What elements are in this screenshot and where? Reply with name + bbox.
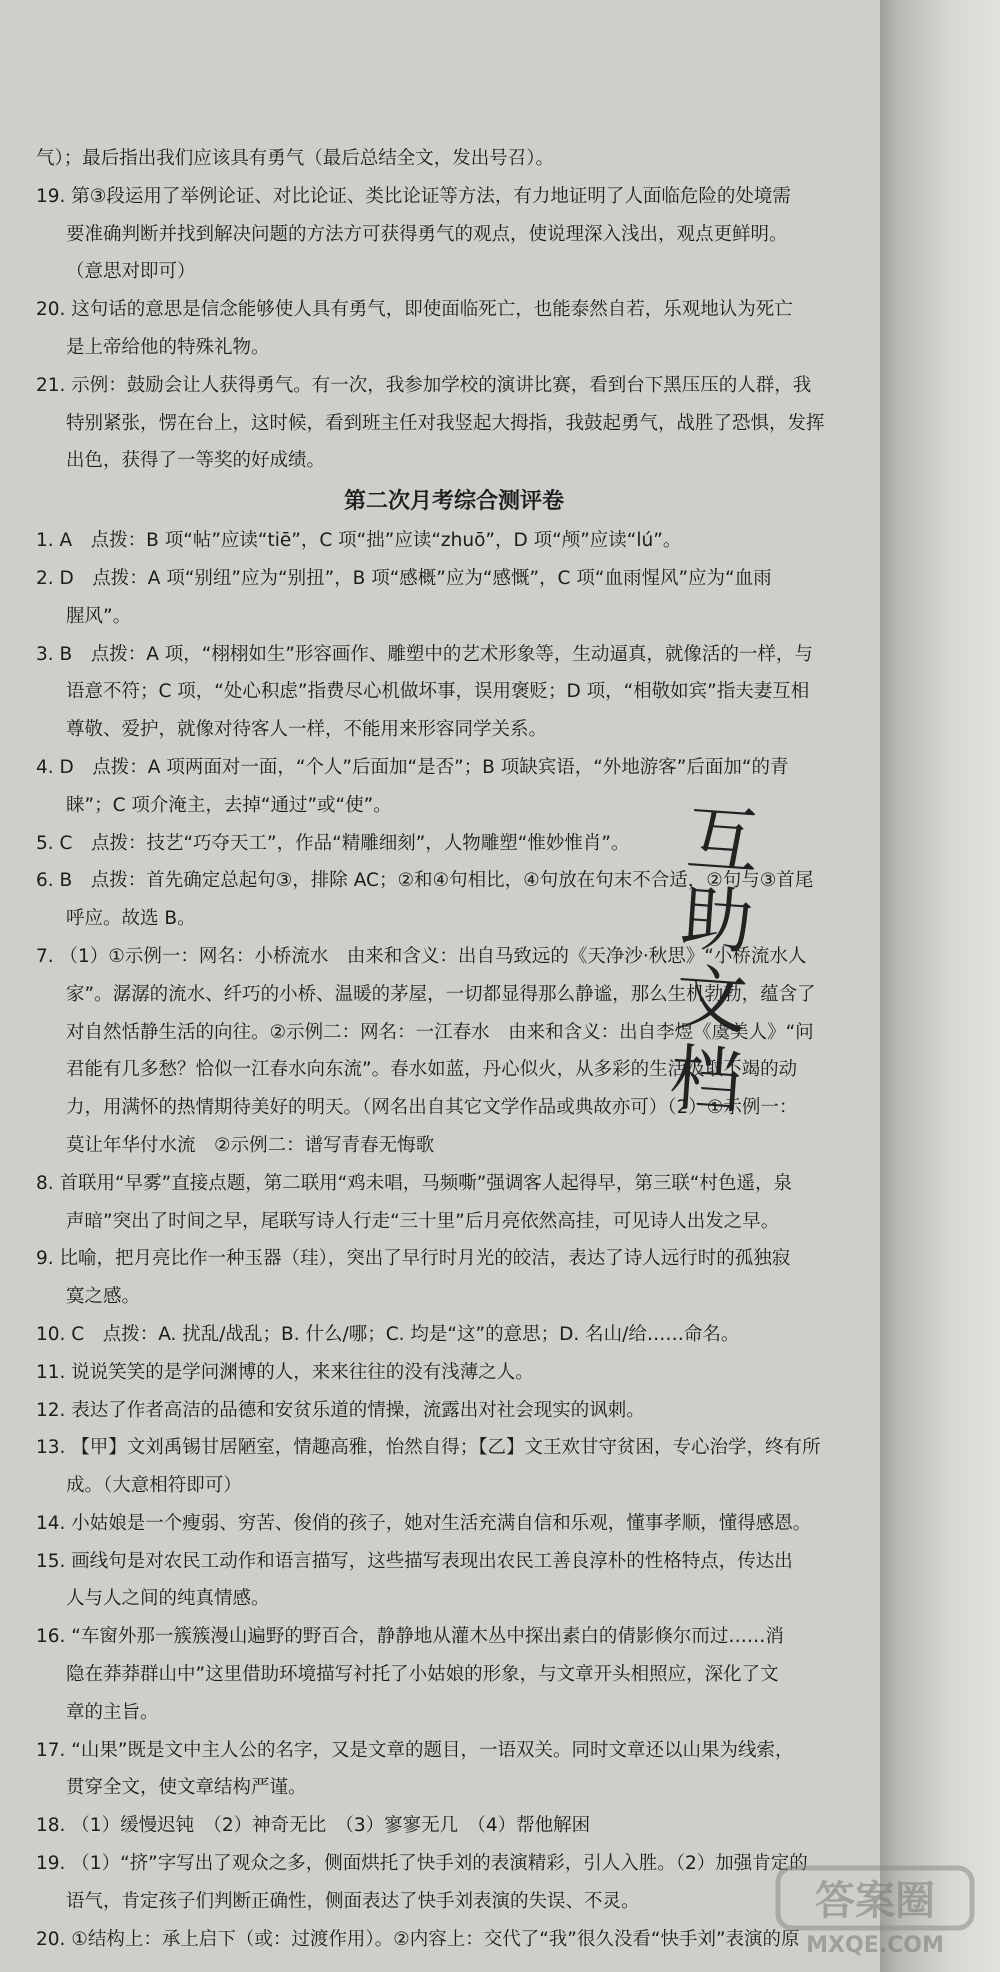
answer-line: 隐在莽莽群山中”这里借助环境描写衬托了小姑娘的形象，与文章开头相照应，深化了文 [66,1664,779,1686]
section-title: 第二次月考综合测评卷 [343,489,564,515]
answer-line: 3. B 点拨：A 项，“栩栩如生”形容画作、雕塑中的艺术形象等，生动逼真，就像活的一样，与 [36,643,813,665]
answer-item [36,1807,872,1845]
answer-item [36,291,872,367]
answer-line: 是上帝给他的特殊礼物。 [66,336,270,358]
answer-line: 尊敬、爱护，就像对待客人一样，不能用来形容同学关系。 [66,719,548,741]
answer-line: 声暗”突出了时间之早，尾联写诗人行走“三十里”后月亮依然高挂，可见诗人出发之早。 [66,1210,780,1232]
answer-line: 13. 【甲】文刘禹锡甘居陋室，情趣高雅，怡然自得；【乙】文王欢甘守贫困，专心治学，终有所 [36,1437,821,1459]
answer-item [36,522,872,560]
answer-line: 君能有几多愁？恰似一江春水向东流”。春水如蓝，丹心似火，从多彩的生活汲取不竭的动 [66,1059,798,1081]
answer-line: 4. D 点拨：A 项两面对一面，“个人”后面加“是否”；B 项缺宾语，“外地游客”后面加“的青 [36,756,789,778]
answer-line: 睐”；C 项介淹主，去掉“通过”或“使”。 [66,794,392,816]
answer-line: 出色，获得了一等奖的好成绩。 [66,450,326,472]
answer-item [36,1165,872,1241]
answer-line: 家”。潺潺的流水、纤巧的小桥、温暖的茅屋，一切都显得那么静谧，那么生机勃勃，蕴含了 [66,983,816,1005]
answer-line: 语气，肯定孩子们判断正确性，侧面表达了快手刘表演的失误、不灵。 [66,1890,640,1912]
watermark-text: 答案圈 [815,1878,935,1924]
watermark-url: MXQE.COM [806,1933,944,1958]
answer-item [36,1392,872,1430]
answer-item [36,1921,872,1959]
answer-item [36,1240,872,1316]
answer-line: 8. 首联用“早雾”直接点题，第二联用“鸡未唱，马频嘶”强调客人起得早，第三联“村色遥，泉 [36,1172,792,1194]
answer-item [36,367,872,480]
answer-line: 章的主旨。 [66,1701,159,1723]
answer-item [36,636,872,749]
answer-line: 腥风”。 [66,605,132,627]
answer-line: 寞之感。 [66,1286,141,1308]
answer-line: 对自然恬静生活的向往。②示例二：网名：一江春水 由来和含义：出自李煜《虞美人》“问 [66,1021,814,1043]
answer-line: 9. 比喻，把月亮比作一种玉器（珪），突出了早行时月光的皎洁，表达了诗人远行时的孤独寂 [36,1248,791,1270]
answer-line: 莫让年华付水流 ②示例二：谱写青春无悔歌 [66,1134,435,1156]
answer-line: 特别紧张，愣在台上，这时候，看到班主任对我竖起大拇指，我鼓起勇气，战胜了恐惧，发挥 [66,412,825,434]
answer-item [36,1618,872,1731]
answer-item [36,1543,872,1619]
answer-item [36,178,872,291]
answer-line: 12. 表达了作者高洁的品德和安贫乐道的情操，流露出对社会现实的讽刺。 [36,1399,645,1421]
answer-item [36,1354,872,1392]
handwriting-char: 助 [678,875,756,965]
watermark-logo [770,1860,980,1960]
answer-line: 5. C 点拨：技艺“巧夺天工”，作品“精雕细刻”，人物雕塑“惟妙惟肖”。 [36,832,630,854]
answer-line: 18. （1）缓慢迟钝 （2）神奇无比 （3）寥寥无几 （4）帮他解困 [36,1815,591,1837]
handwriting-char: 档 [667,1035,745,1125]
answer-item [36,140,872,178]
answer-item [36,1316,872,1354]
answer-item [36,1505,872,1543]
answer-line: 10. C 点拨：A. 扰乱/战乱；B. 什么/哪；C. 均是“这”的意思；D. 名山/给……命名。 [36,1323,740,1345]
second-monthly-test-answers [36,522,872,1958]
watermark-logo-icon [770,1860,980,1960]
previous-test-answers [36,140,872,480]
answer-line: 6. B 点拨：首先确定总起句③，排除 AC；②和④句相比，④句放在句末不合适，②句与③首尾 [36,870,814,892]
page-edge-shadow [880,0,1000,1972]
answer-line: 1. A 点拨：B 项“帖”应读“tiē”，C 项“拙”应读“zhuō”，D 项“颅”应读“lú”。 [36,530,682,552]
answer-line: 19. 第③段运用了举例论证、对比论证、类比论证等方法，有力地证明了人面临危险的处境需 [36,185,791,207]
answer-line: 语意不符；C 项，“处心积虑”指费尽心机做坏事，误用褒贬；D 项，“相敬如宾”指夫妻互相 [66,681,810,703]
answer-line: 要准确判断并找到解决问题的方法方可获得勇气的观点，使说理深入浅出，观点更鲜明。 [66,223,788,245]
answer-line: 气）；最后指出我们应该具有勇气（最后总结全文，发出号召）。 [36,148,555,169]
answer-line: 20. ①结构上：承上启下（或：过渡作用）。②内容上：交代了“我”很久没看“快手刘”表演的原 [36,1928,800,1950]
answer-line: 力，用满怀的热情期待美好的明天。（网名出自其它文学作品或典故亦可）（2）①示例一： [66,1097,798,1119]
answer-line: （意思对即可） [66,261,196,283]
answer-item [36,1845,872,1921]
answer-item [36,1732,872,1808]
handwriting-char: 文 [672,955,751,1045]
answer-line: 7. （1）①示例一：网名：小桥流水 由来和含义：出自马致远的《天净沙·秋思》“小桥流水人 [36,945,807,967]
answer-line: 19. （1）“挤”字写出了观众之多，侧面烘托了快手刘的表演精彩，引人入胜。（2）加强肯定的 [36,1853,808,1875]
answer-item [36,560,872,636]
handwriting-char: 互 [683,795,762,885]
answer-line: 11. 说说笑笑的是学问渊博的人，来来往往的没有浅薄之人。 [36,1361,534,1383]
handwritten-signature [650,795,781,1125]
answer-line: 17. “山果”既是文中主人公的名字，又是文章的题目，一语双关。同时文章还以山果为线索， [36,1739,794,1761]
answer-line: 人与人之间的纯真情感。 [66,1588,270,1610]
answer-item [36,1429,872,1505]
answer-line: 贯穿全文，使文章结构严谨。 [66,1777,307,1799]
answer-line: 呼应。故选 B。 [66,908,196,930]
answer-line: 21. 示例：鼓励会让人获得勇气。有一次，我参加学校的演讲比赛，看到台下黑压压的人群，我 [36,374,812,396]
answer-line: 15. 画线句是对农民工动作和语言描写，这些描写表现出农民工善良淳朴的性格特点，传达出 [36,1550,793,1572]
answer-line: 20. 这句话的意思是信念能够使人具有勇气，即使面临死亡，也能泰然自若，乐观地认为死亡 [36,299,793,321]
answer-line: 16. “车窗外那一簇簇漫山遍野的野百合，静静地从灌木丛中探出素白的倩影倏尔而过……消 [36,1626,784,1648]
answer-line: 2. D 点拨：A 项“别纽”应为“别扭”，B 项“感概”应为“感慨”，C 项“血雨惺风”应为“血雨 [36,567,772,589]
answer-line: 成。（大意相符即可） [66,1475,242,1497]
answer-line: 14. 小姑娘是一个瘦弱、穷苦、俊俏的孩子，她对生活充满自信和乐观，懂事孝顺，懂得感恩。 [36,1512,812,1534]
